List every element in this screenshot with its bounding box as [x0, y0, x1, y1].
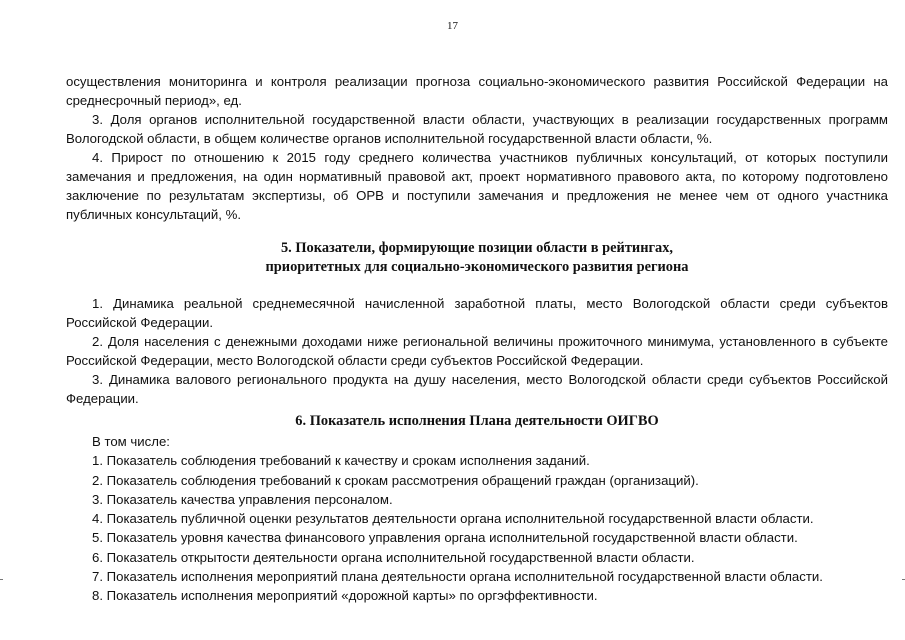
section-5-heading — [66, 239, 888, 277]
document-body — [66, 72, 888, 606]
section-5-item-2: 2. Доля населения с денежными доходами ниже региональной величины прожиточного минимума, установленного в субъекте Российской Федерации, место Вологодской области среди субъектов Российской Федерации. — [66, 334, 888, 368]
section-6-item-8: 8. Показатель исполнения мероприятий «дорожной карты» по оргэффективности. — [92, 588, 598, 604]
section-5-item-1: 1. Динамика реальной среднемесячной начисленной заработной платы, место Вологодской области среди субъектов Российской Федерации. — [66, 296, 888, 330]
section-6-item-1: 1. Показатель соблюдения требований к качеству и срокам исполнения заданий. — [92, 453, 590, 469]
section-6-item-5: 5. Показатель уровня качества финансового управления органа исполнительной государственной власти области. — [92, 530, 798, 546]
section-6-item-4: 4. Показатель публичной оценки результатов деятельности органа исполнительной государственной власти области. — [92, 511, 814, 527]
paragraph-item-3: 3. Доля органов исполнительной государственной власти области, участвующих в реализации государственных программ Вологодской области, в общем количестве органов исполнительной государственной власти области, %. — [66, 112, 888, 146]
paragraph-item-4: 4. Прирост по отношению к 2015 году среднего количества участников публичных консультаций, от которых поступили замечания и предложения, на один нормативный правовой акт, проект нормативного правового акта, по которому подготовлено заключение по результатам экспертизы, об ОРВ и поступили замечания и предложения не менее чем от одного участника публичных консультаций, %. — [66, 150, 888, 222]
left-edge-mark — [0, 579, 3, 580]
section-6-intro: В том числе: — [92, 434, 170, 449]
section-5-title-line-2: приоритетных для социально-экономического развития региона — [265, 259, 689, 275]
section-6-item-7: 7. Показатель исполнения мероприятий плана деятельности органа исполнительной государственной власти области. — [92, 569, 823, 585]
section-6-heading: 6. Показатель исполнения Плана деятельности ОИГВО — [295, 413, 659, 429]
paragraph-continuation: осуществления мониторинга и контроля реализации прогноза социально-экономического развития Российской Федерации на среднесрочный период», ед. — [66, 74, 888, 108]
section-5-title-line-1: 5. Показатели, формирующие позиции области в рейтингах, — [280, 240, 674, 256]
section-5-item-3: 3. Динамика валового регионального продукта на душу населения, место Вологодской области среди субъектов Российской Федерации. — [66, 372, 888, 406]
section-6-item-6: 6. Показатель открытости деятельности органа исполнительной государственной власти области. — [92, 549, 695, 565]
section-6-item-3: 3. Показатель качества управления персоналом. — [92, 491, 393, 507]
section-6-item-2: 2. Показатель соблюдения требований к срокам рассмотрения обращений граждан (организаций). — [92, 472, 699, 488]
page-number: 17 — [447, 20, 458, 32]
